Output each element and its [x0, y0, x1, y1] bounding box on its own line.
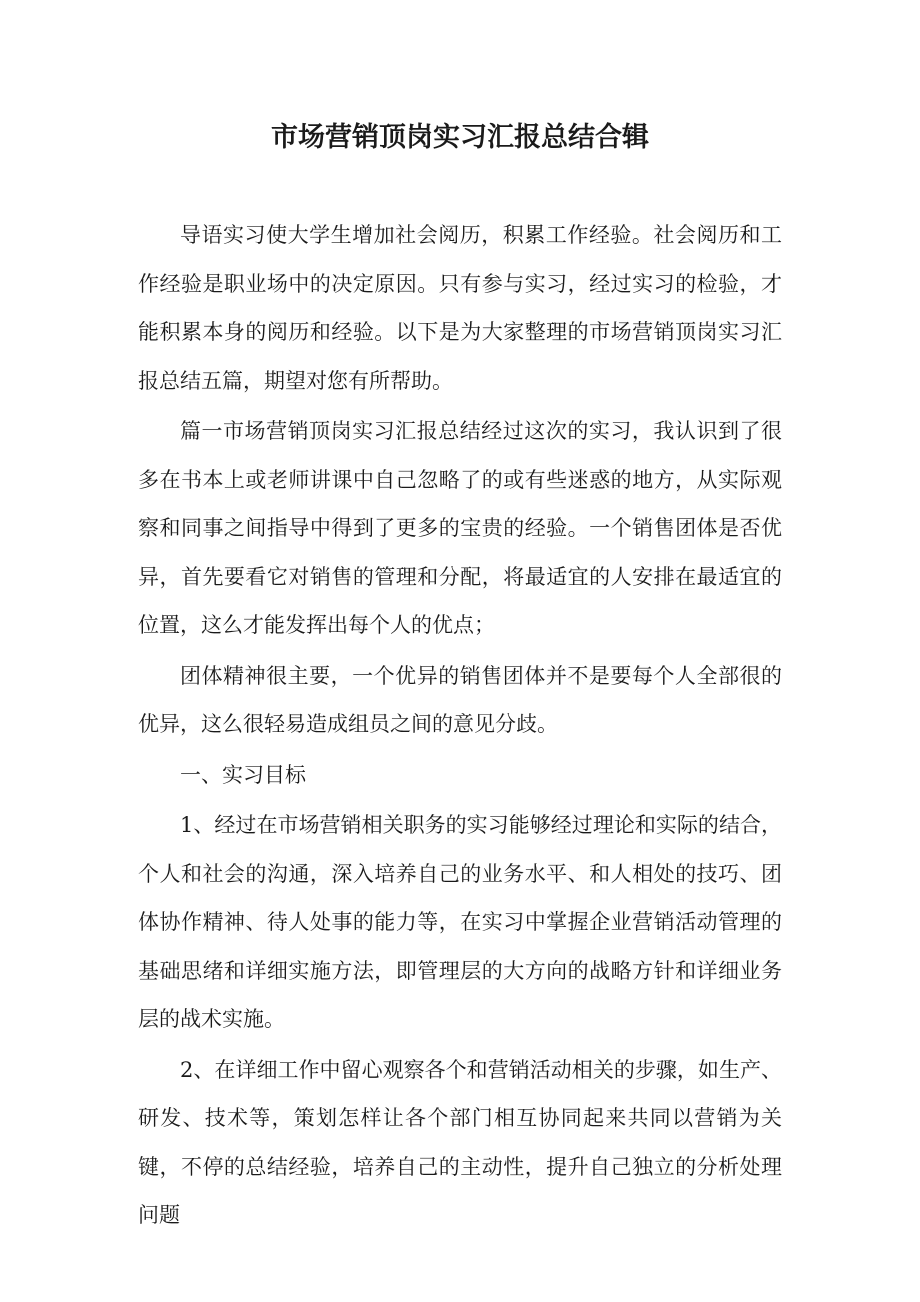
paragraph-goal-2: 2、在详细工作中留心观察各个和营销活动相关的步骤，如生产、研发、技术等，策划怎样让各个部门相互协同起来共同以营销为关键，不停的总结经验，培养自己的主动性，提升自己独立的分析处理问题 [138, 1057, 782, 1227]
document-body [138, 211, 782, 1242]
paragraph-team-spirit: 团体精神很主要，一个优异的销售团体并不是要每个人全部很的优异，这么很轻易造成组员之间的意见分歧。 [138, 663, 782, 736]
heading-internship-goals: 一、实习目标 [180, 762, 306, 787]
document-title: 市场营销顶岗实习汇报总结合辑 [271, 122, 649, 153]
paragraph-part-one: 篇一市场营销顶岗实习汇报总结经过这次的实习，我认识到了很多在书本上或老师讲课中自己忽略了的或有些迷惑的地方，从实际观察和同事之间指导中得到了更多的宝贵的经验。一个销售团体是否优异，首先要看它对销售的管理和分配，将最适宜的人安排在最适宜的位置，这么才能发挥出每个人的优点； [138, 419, 782, 637]
paragraph-goal-1: 1、经过在市场营销相关职务的实习能够经过理论和实际的结合，个人和社会的沟通，深入培养自己的业务水平、和人相处的技巧、团体协作精神、待人处事的能力等，在实习中掌握企业营销活动管理的基础思绪和详细实施方法，即管理层的大方向的战略方针和详细业务层的战术实施。 [138, 813, 782, 1031]
paragraph-intro: 导语实习使大学生增加社会阅历，积累工作经验。社会阅历和工作经验是职业场中的决定原因。只有参与实习，经过实习的检验，才能积累本身的阅历和经验。以下是为大家整理的市场营销顶岗实习汇报总结五篇，期望对您有所帮助。 [138, 223, 782, 393]
